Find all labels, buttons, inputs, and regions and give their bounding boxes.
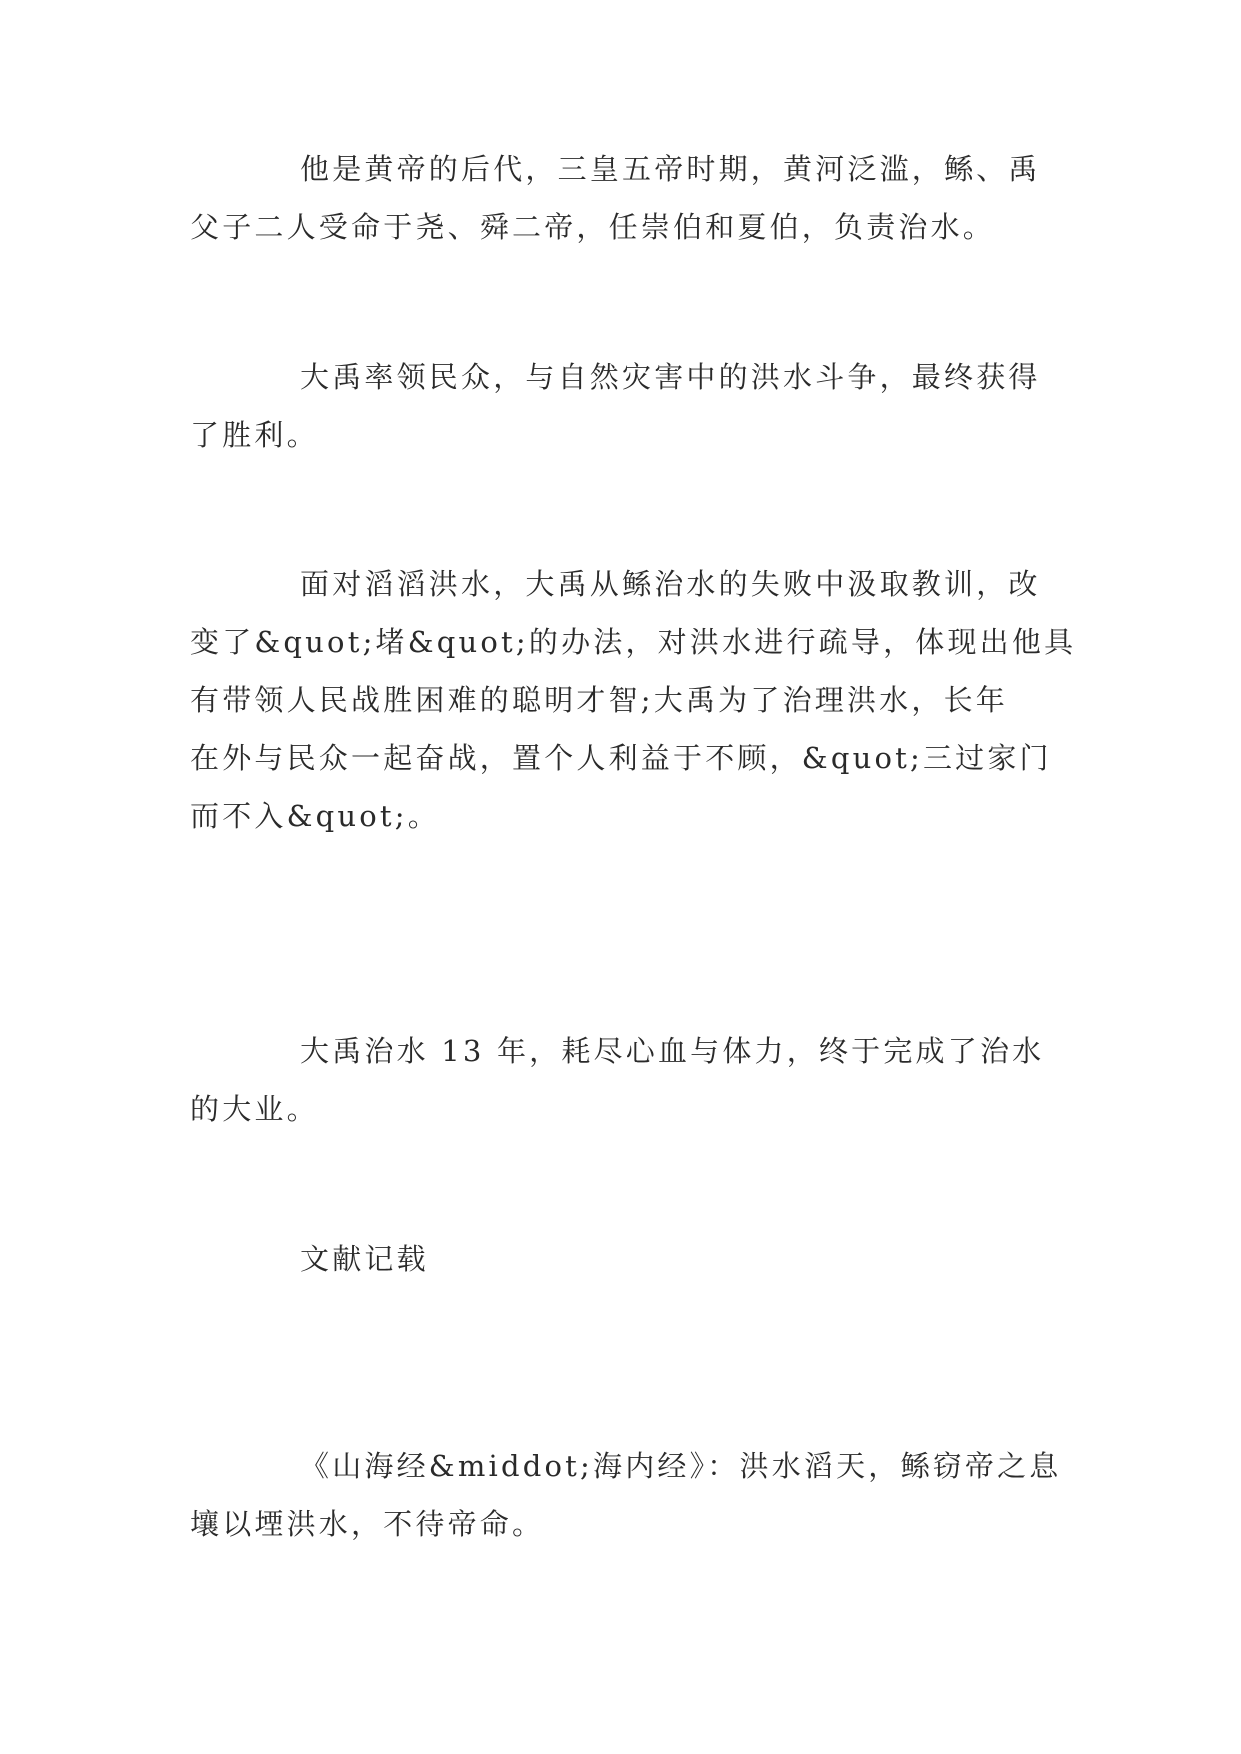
paragraph-line: 大禹治水 13 年，耗尽心血与体力，终于完成了治水 xyxy=(300,1034,1045,1068)
paragraph-line: 面对滔滔洪水，大禹从鲧治水的失败中汲取教训，改 xyxy=(300,567,1041,601)
paragraph-1 xyxy=(190,140,1052,256)
paragraph-5 xyxy=(190,1437,1062,1553)
paragraph-2 xyxy=(190,348,1052,464)
paragraph-line: 大禹率领民众，与自然灾害中的洪水斗争，最终获得 xyxy=(300,360,1041,394)
paragraph-4 xyxy=(190,1022,1052,1138)
section-heading-text: 文献记载 xyxy=(300,1242,429,1276)
paragraph-line: 壤以堙洪水，不待帝命。 xyxy=(190,1507,545,1541)
paragraph-line: 变了&quot;堵&quot;的办法，对洪水进行疏导，体现出他具 xyxy=(190,625,1077,659)
paragraph-line: 在外与民众一起奋战，置个人利益于不顾，&quot;三过家门 xyxy=(190,741,1052,775)
paragraph-line: 《山海经&middot;海内经》：洪水滔天，鲧窃帝之息 xyxy=(300,1449,1062,1483)
paragraph-line: 有带领人民战胜困难的聪明才智;大禹为了治理洪水，长年 xyxy=(190,683,1008,717)
paragraph-line: 而不入&quot;。 xyxy=(190,799,440,833)
paragraph-line: 的大业。 xyxy=(190,1092,319,1126)
section-heading xyxy=(190,1230,1052,1288)
paragraph-line: 了胜利。 xyxy=(190,418,319,452)
paragraph-line: 父子二人受命于尧、舜二帝，任崇伯和夏伯，负责治水。 xyxy=(190,210,996,244)
paragraph-3 xyxy=(190,555,1077,845)
paragraph-line: 他是黄帝的后代，三皇五帝时期，黄河泛滥，鲧、禹 xyxy=(300,152,1041,186)
